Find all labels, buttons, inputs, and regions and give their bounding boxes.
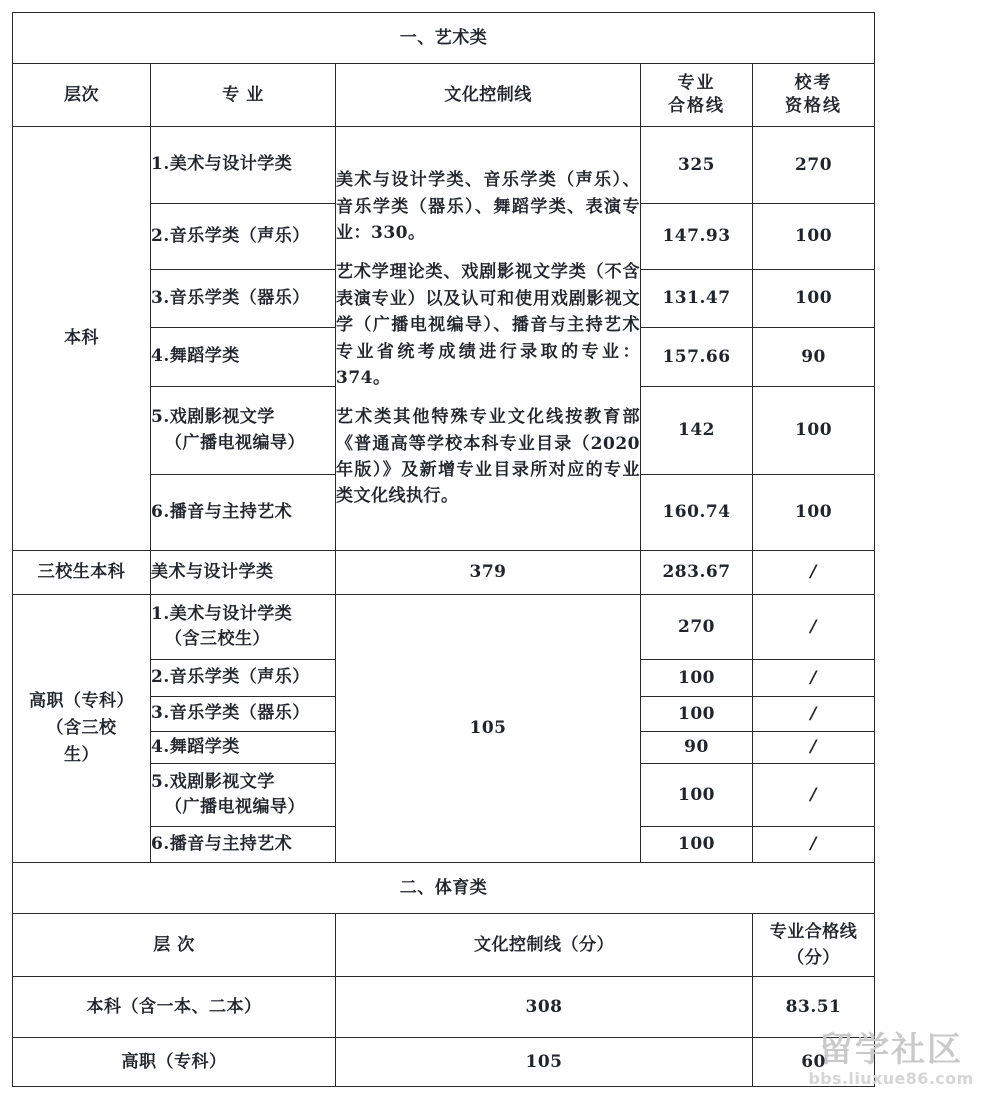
table-row bbox=[13, 1038, 875, 1087]
major-pass-score: 100 bbox=[641, 764, 753, 827]
sports-major-pass-score: 83.51 bbox=[753, 977, 875, 1038]
major-pass-score: 325 bbox=[641, 127, 753, 204]
major-line-2: （含三校生） bbox=[165, 629, 270, 649]
major-pass-score: 90 bbox=[641, 732, 753, 764]
culture-paragraph-1 bbox=[336, 167, 640, 246]
header-major-pass-line bbox=[641, 64, 753, 127]
header-major: 专 业 bbox=[151, 64, 336, 127]
school-exam-score: 100 bbox=[753, 387, 875, 475]
school-exam-score: 100 bbox=[753, 204, 875, 270]
sports-section-banner: 二、体育类 bbox=[13, 863, 875, 914]
sports-header-culture-line: 文化控制线（分） bbox=[336, 914, 753, 977]
sports-culture-score: 308 bbox=[336, 977, 753, 1038]
table-row bbox=[13, 551, 875, 595]
major-line-1: 6.播音与主持艺术 bbox=[151, 501, 293, 522]
major-line-1: 3.音乐学类（器乐） bbox=[151, 287, 310, 308]
major-name bbox=[151, 764, 336, 827]
major-line-1: 4.舞蹈学类 bbox=[151, 346, 240, 367]
header-school-exam-line-2: 资格线 bbox=[785, 96, 843, 116]
sports-header-tier: 层 次 bbox=[13, 914, 336, 977]
culture-paragraph-3: 艺术类其他特殊专业文化线按教育部《普通高等学校本科专业目录（2020年版）》及新增专业目录所对应的专业类文化线执行。 bbox=[336, 407, 640, 507]
tier-sanxiaosheng-benke: 三校生本科 bbox=[13, 551, 151, 595]
major-name bbox=[151, 387, 336, 475]
major-name bbox=[151, 697, 336, 732]
school-exam-score: / bbox=[753, 764, 875, 827]
major-pass-score: 100 bbox=[641, 697, 753, 732]
header-tier: 层次 bbox=[13, 64, 151, 127]
major-pass-score: 270 bbox=[641, 595, 753, 660]
major-line-1: 2.音乐学类（声乐） bbox=[151, 225, 310, 246]
school-exam-score: / bbox=[753, 551, 875, 595]
table-row bbox=[13, 977, 875, 1038]
art-section-banner-row bbox=[13, 13, 875, 64]
watermark-url: bbs.liuxue86.com bbox=[808, 1069, 974, 1088]
major-line-2: （广播电视编导） bbox=[165, 432, 305, 453]
culture-control-line-description bbox=[336, 127, 641, 551]
major-line-1: 3.音乐学类（器乐） bbox=[151, 703, 310, 724]
school-exam-score: / bbox=[753, 660, 875, 697]
school-exam-score: / bbox=[753, 595, 875, 660]
culture-p1-suffix: 。 bbox=[408, 223, 426, 244]
culture-p1-text: 美术与设计学类、音乐学类（声乐）、音乐学类（器乐）、舞蹈学类、表演专业： bbox=[336, 170, 640, 244]
sports-column-header-row bbox=[13, 914, 875, 977]
major-name bbox=[151, 270, 336, 328]
sports-culture-score: 105 bbox=[336, 1038, 753, 1087]
school-exam-score: 100 bbox=[753, 475, 875, 551]
tier-gaozhi-zhuanke bbox=[13, 595, 151, 863]
table-row bbox=[13, 595, 875, 660]
major-line-1: 5.戏剧影视文学 bbox=[151, 771, 275, 792]
tier-benke: 本科 bbox=[13, 127, 151, 551]
header-major-pass-line-1: 专业 bbox=[677, 73, 716, 94]
tier-line-3: 生） bbox=[64, 745, 99, 766]
watermark-title: 留学社区 bbox=[819, 1030, 963, 1070]
culture-paragraph-2 bbox=[336, 259, 640, 391]
school-exam-score: / bbox=[753, 732, 875, 764]
admission-score-lines-table bbox=[12, 12, 875, 1087]
school-exam-score: 100 bbox=[753, 270, 875, 328]
sports-tier: 本科（含一本、二本） bbox=[13, 977, 336, 1038]
header-school-exam-line bbox=[753, 64, 875, 127]
sports-major-pass-score: 60 bbox=[753, 1038, 875, 1087]
major-name bbox=[151, 595, 336, 660]
sports-tier: 高职（专科） bbox=[13, 1038, 336, 1087]
major-line-1: 6.播音与主持艺术 bbox=[151, 833, 293, 854]
major-pass-score: 160.74 bbox=[641, 475, 753, 551]
major-line-1: 5.戏剧影视文学 bbox=[151, 407, 275, 427]
major-line-1: 1.美术与设计学类 bbox=[151, 154, 293, 175]
major-line-1: 2.音乐学类（声乐） bbox=[151, 667, 310, 688]
culture-control-score: 105 bbox=[336, 595, 641, 863]
major-pass-score: 157.66 bbox=[641, 328, 753, 387]
major-pass-score: 147.93 bbox=[641, 204, 753, 270]
culture-p1-value: 330 bbox=[371, 223, 408, 244]
major-pass-score: 283.67 bbox=[641, 551, 753, 595]
major-name bbox=[151, 551, 336, 595]
header-culture-line: 文化控制线 bbox=[336, 64, 641, 127]
major-pass-score: 100 bbox=[641, 827, 753, 863]
school-exam-score: / bbox=[753, 827, 875, 863]
art-column-header-row bbox=[13, 64, 875, 127]
major-name bbox=[151, 732, 336, 764]
major-name bbox=[151, 204, 336, 270]
header-school-exam-line-1: 校考 bbox=[794, 73, 833, 94]
sports-section-banner-row bbox=[13, 863, 875, 914]
major-name bbox=[151, 827, 336, 863]
school-exam-score: 270 bbox=[753, 127, 875, 204]
tier-line-2: （含三校 bbox=[46, 717, 117, 738]
major-pass-score: 100 bbox=[641, 660, 753, 697]
major-line-1: 1.美术与设计学类 bbox=[151, 603, 293, 624]
table-row bbox=[13, 127, 875, 204]
major-pass-score: 142 bbox=[641, 387, 753, 475]
culture-p2-text: 艺术学理论类、戏剧影视文学类（不含表演专业）以及认可和使用戏剧影视文学（广播电视编导）、播音与主持艺术专业省统考成绩进行录取的专业： bbox=[336, 262, 640, 362]
header-major-pass-line-2: 合格线 bbox=[668, 96, 725, 116]
major-name bbox=[151, 475, 336, 551]
major-line-2: （广播电视编导） bbox=[165, 797, 305, 817]
culture-p2-suffix: 。 bbox=[373, 367, 391, 388]
school-exam-score: / bbox=[753, 697, 875, 732]
culture-control-score: 379 bbox=[336, 551, 641, 595]
art-section-banner: 一、艺术类 bbox=[13, 13, 875, 64]
major-name bbox=[151, 328, 336, 387]
culture-p2-value: 374 bbox=[336, 367, 373, 388]
major-line-1: 4.舞蹈学类 bbox=[151, 736, 240, 757]
major-name bbox=[151, 127, 336, 204]
tier-line-1: 高职（专科） bbox=[29, 690, 134, 711]
major-name bbox=[151, 660, 336, 697]
major-line-1: 美术与设计学类 bbox=[151, 561, 274, 582]
school-exam-score: 90 bbox=[753, 328, 875, 387]
major-pass-score: 131.47 bbox=[641, 270, 753, 328]
sports-header-major-pass-line: 专业合格线（分） bbox=[753, 914, 875, 977]
